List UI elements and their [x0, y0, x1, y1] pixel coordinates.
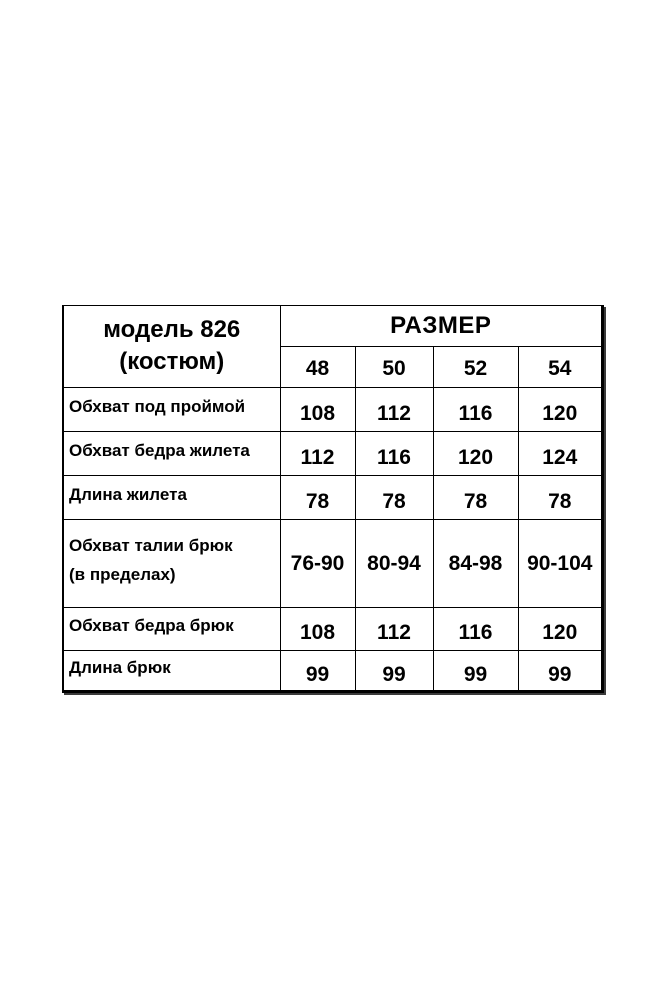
table-cell: 116 — [355, 431, 433, 475]
row-label-line: Обхват талии брюк — [69, 536, 233, 555]
table-cell: 99 — [518, 650, 601, 690]
table-cell: 80-94 — [355, 519, 433, 607]
table-cell: 108 — [280, 387, 355, 431]
model-title-cell — [64, 306, 280, 387]
row-label: Длина жилета — [64, 475, 280, 519]
row-label — [64, 519, 280, 607]
row-label: Обхват бедра брюк — [64, 607, 280, 650]
size-48: 48 — [280, 346, 355, 387]
table-cell: 120 — [433, 431, 518, 475]
model-type: (костюм) — [119, 348, 225, 376]
table-row — [64, 519, 601, 607]
table-row — [64, 650, 601, 690]
model-name: модель 826 — [103, 316, 241, 344]
table-cell: 78 — [433, 475, 518, 519]
table-cell: 124 — [518, 431, 601, 475]
size-52: 52 — [433, 346, 518, 387]
table-row — [64, 431, 601, 475]
table-row — [64, 387, 601, 431]
table-cell: 78 — [280, 475, 355, 519]
table-cell: 112 — [280, 431, 355, 475]
row-label: Обхват под проймой — [64, 387, 280, 431]
size-header: РАЗМЕР — [280, 306, 601, 346]
row-label: Обхват бедра жилета — [64, 431, 280, 475]
table-cell: 84-98 — [433, 519, 518, 607]
table-cell: 99 — [280, 650, 355, 690]
size-50: 50 — [355, 346, 433, 387]
table-cell: 112 — [355, 607, 433, 650]
size-chart-frame — [62, 305, 604, 693]
table-cell: 76-90 — [280, 519, 355, 607]
table-cell: 78 — [355, 475, 433, 519]
table-header-row — [64, 306, 601, 346]
row-label-line: (в пределах) — [69, 565, 176, 584]
table-cell: 112 — [355, 387, 433, 431]
table-row — [64, 607, 601, 650]
table-cell: 99 — [355, 650, 433, 690]
size-54: 54 — [518, 346, 601, 387]
table-cell: 116 — [433, 387, 518, 431]
table-cell: 99 — [433, 650, 518, 690]
table-cell: 90-104 — [518, 519, 601, 607]
table-cell: 120 — [518, 607, 601, 650]
table-cell: 116 — [433, 607, 518, 650]
size-chart-table — [64, 306, 601, 690]
table-cell: 78 — [518, 475, 601, 519]
row-label: Длина брюк — [64, 650, 280, 690]
table-cell: 108 — [280, 607, 355, 650]
table-cell: 120 — [518, 387, 601, 431]
table-row — [64, 475, 601, 519]
